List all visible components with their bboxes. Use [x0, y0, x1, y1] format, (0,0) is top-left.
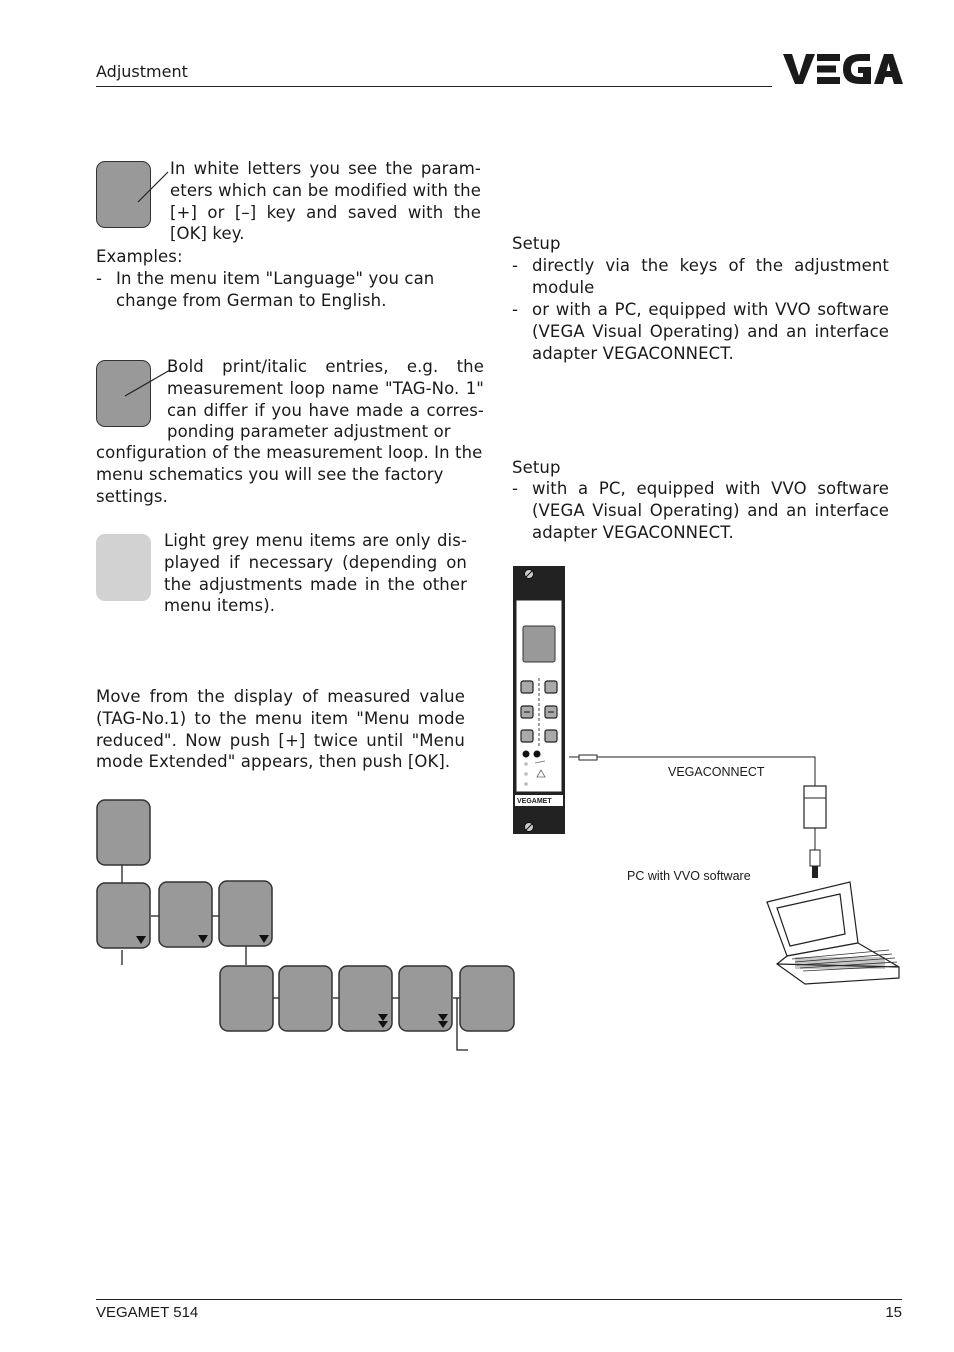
- footer-product: VEGAMET 514: [96, 1304, 199, 1321]
- callout-line: [130, 168, 170, 208]
- example-item: - In the menu item "Language" you can change from German to English.: [96, 269, 435, 310]
- bold-entries-text-rest: configuration of the measurement loop. In the menu schematics you will see the factory settings.: [96, 443, 483, 506]
- bold-entries-text: Bold print/italic entries, e.g. the measurement loop name "TAG-No. 1" can differ if you have made a corres- ponding parameter adjustment or: [167, 357, 484, 442]
- setup-label-1: Setup: [512, 234, 561, 253]
- white-letters-text: In white letters you see the param- eters which can be modified with the [+] or [–] key and saved with the [OK] key.: [170, 159, 481, 244]
- vegaconnect-adapter: [804, 786, 826, 828]
- section-title: Adjustment: [96, 62, 188, 81]
- menu-mode-instruction: Move from the display of measured value (TAG-No.1) to the menu item "Menu mode reduced". Now push [+] twice until "Menu mode Extended" appears, then push [OK].: [96, 687, 465, 772]
- pc-label: PC with VVO software: [627, 869, 751, 883]
- setup-label-2: Setup: [512, 458, 561, 477]
- setup1-item-2: - or with a PC, equipped with VVO software (VEGA Visual Operating) and an interface adapter VEGACONNECT.: [512, 300, 889, 363]
- callout-line-bold: [122, 366, 172, 400]
- menu-schematic: [90, 795, 530, 1055]
- module-label: VEGAMET: [517, 798, 552, 805]
- vegaconnect-label: VEGACONNECT: [668, 765, 765, 779]
- examples-label: Examples:: [96, 247, 183, 266]
- header-rule: [96, 86, 772, 87]
- page-number: 15: [885, 1304, 902, 1321]
- setup1-item-1: - directly via the keys of the adjustment module: [512, 256, 889, 297]
- menu-key-light-grey: [96, 534, 151, 601]
- footer-rule: [96, 1299, 902, 1300]
- setup2-item-1: - with a PC, equipped with VVO software (VEGA Visual Operating) and an interface adapter VEGACONNECT.: [512, 479, 889, 542]
- plug-icon: [579, 755, 597, 760]
- module-display: [523, 626, 555, 662]
- light-grey-text: Light grey menu items are only dis- played if necessary (depending on the adjustments made in the other menu items).: [164, 531, 467, 616]
- vega-logo: [783, 52, 903, 86]
